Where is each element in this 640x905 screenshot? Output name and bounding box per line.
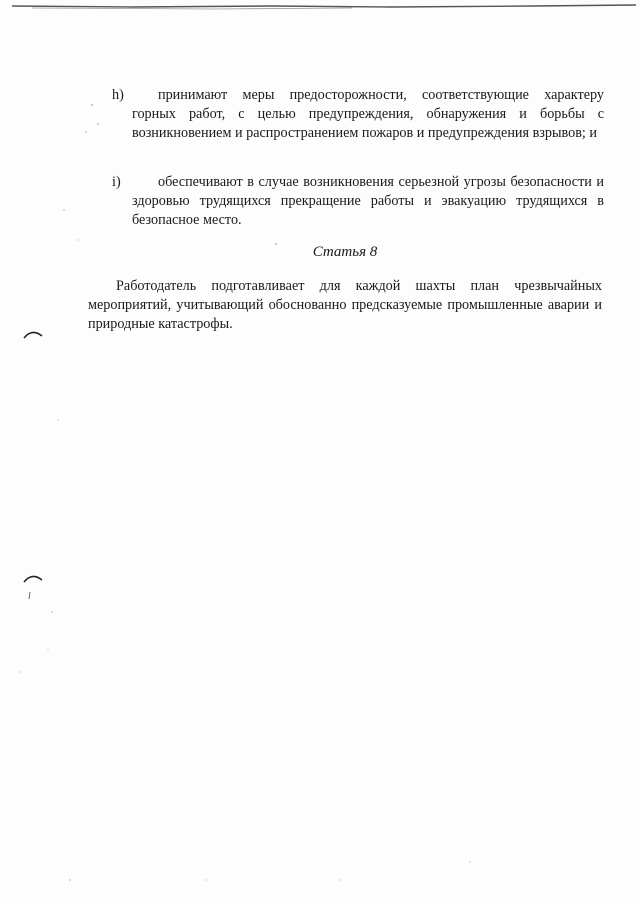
list-text-i: обеспечивают в случае возникновения серьезной угрозы безопасности и здоровью трудящихся прекращение работы и эвакуацию трудящихся в безопасное место. [132,174,604,228]
article-heading: Статья 8 [312,244,378,260]
list-item-h [112,86,604,143]
article-body: Работодатель подготавливает для каждой шахты план чрезвычайных мероприятий, учитывающий обоснованно предсказуемые промышленные аварии и природные катастрофы. [88,278,602,332]
list-marker-i: i) [112,174,121,190]
scan-top-edge [12,4,636,10]
list-text-h: принимают меры предосторожности, соответствующие характеру горных работ, с целью предупреждения, обнаружения и борьбы с возникновением и распространением пожаров и предупреждения взрывов; и [132,87,604,141]
list-item-i [112,173,604,230]
list-marker-h: h) [112,87,124,103]
